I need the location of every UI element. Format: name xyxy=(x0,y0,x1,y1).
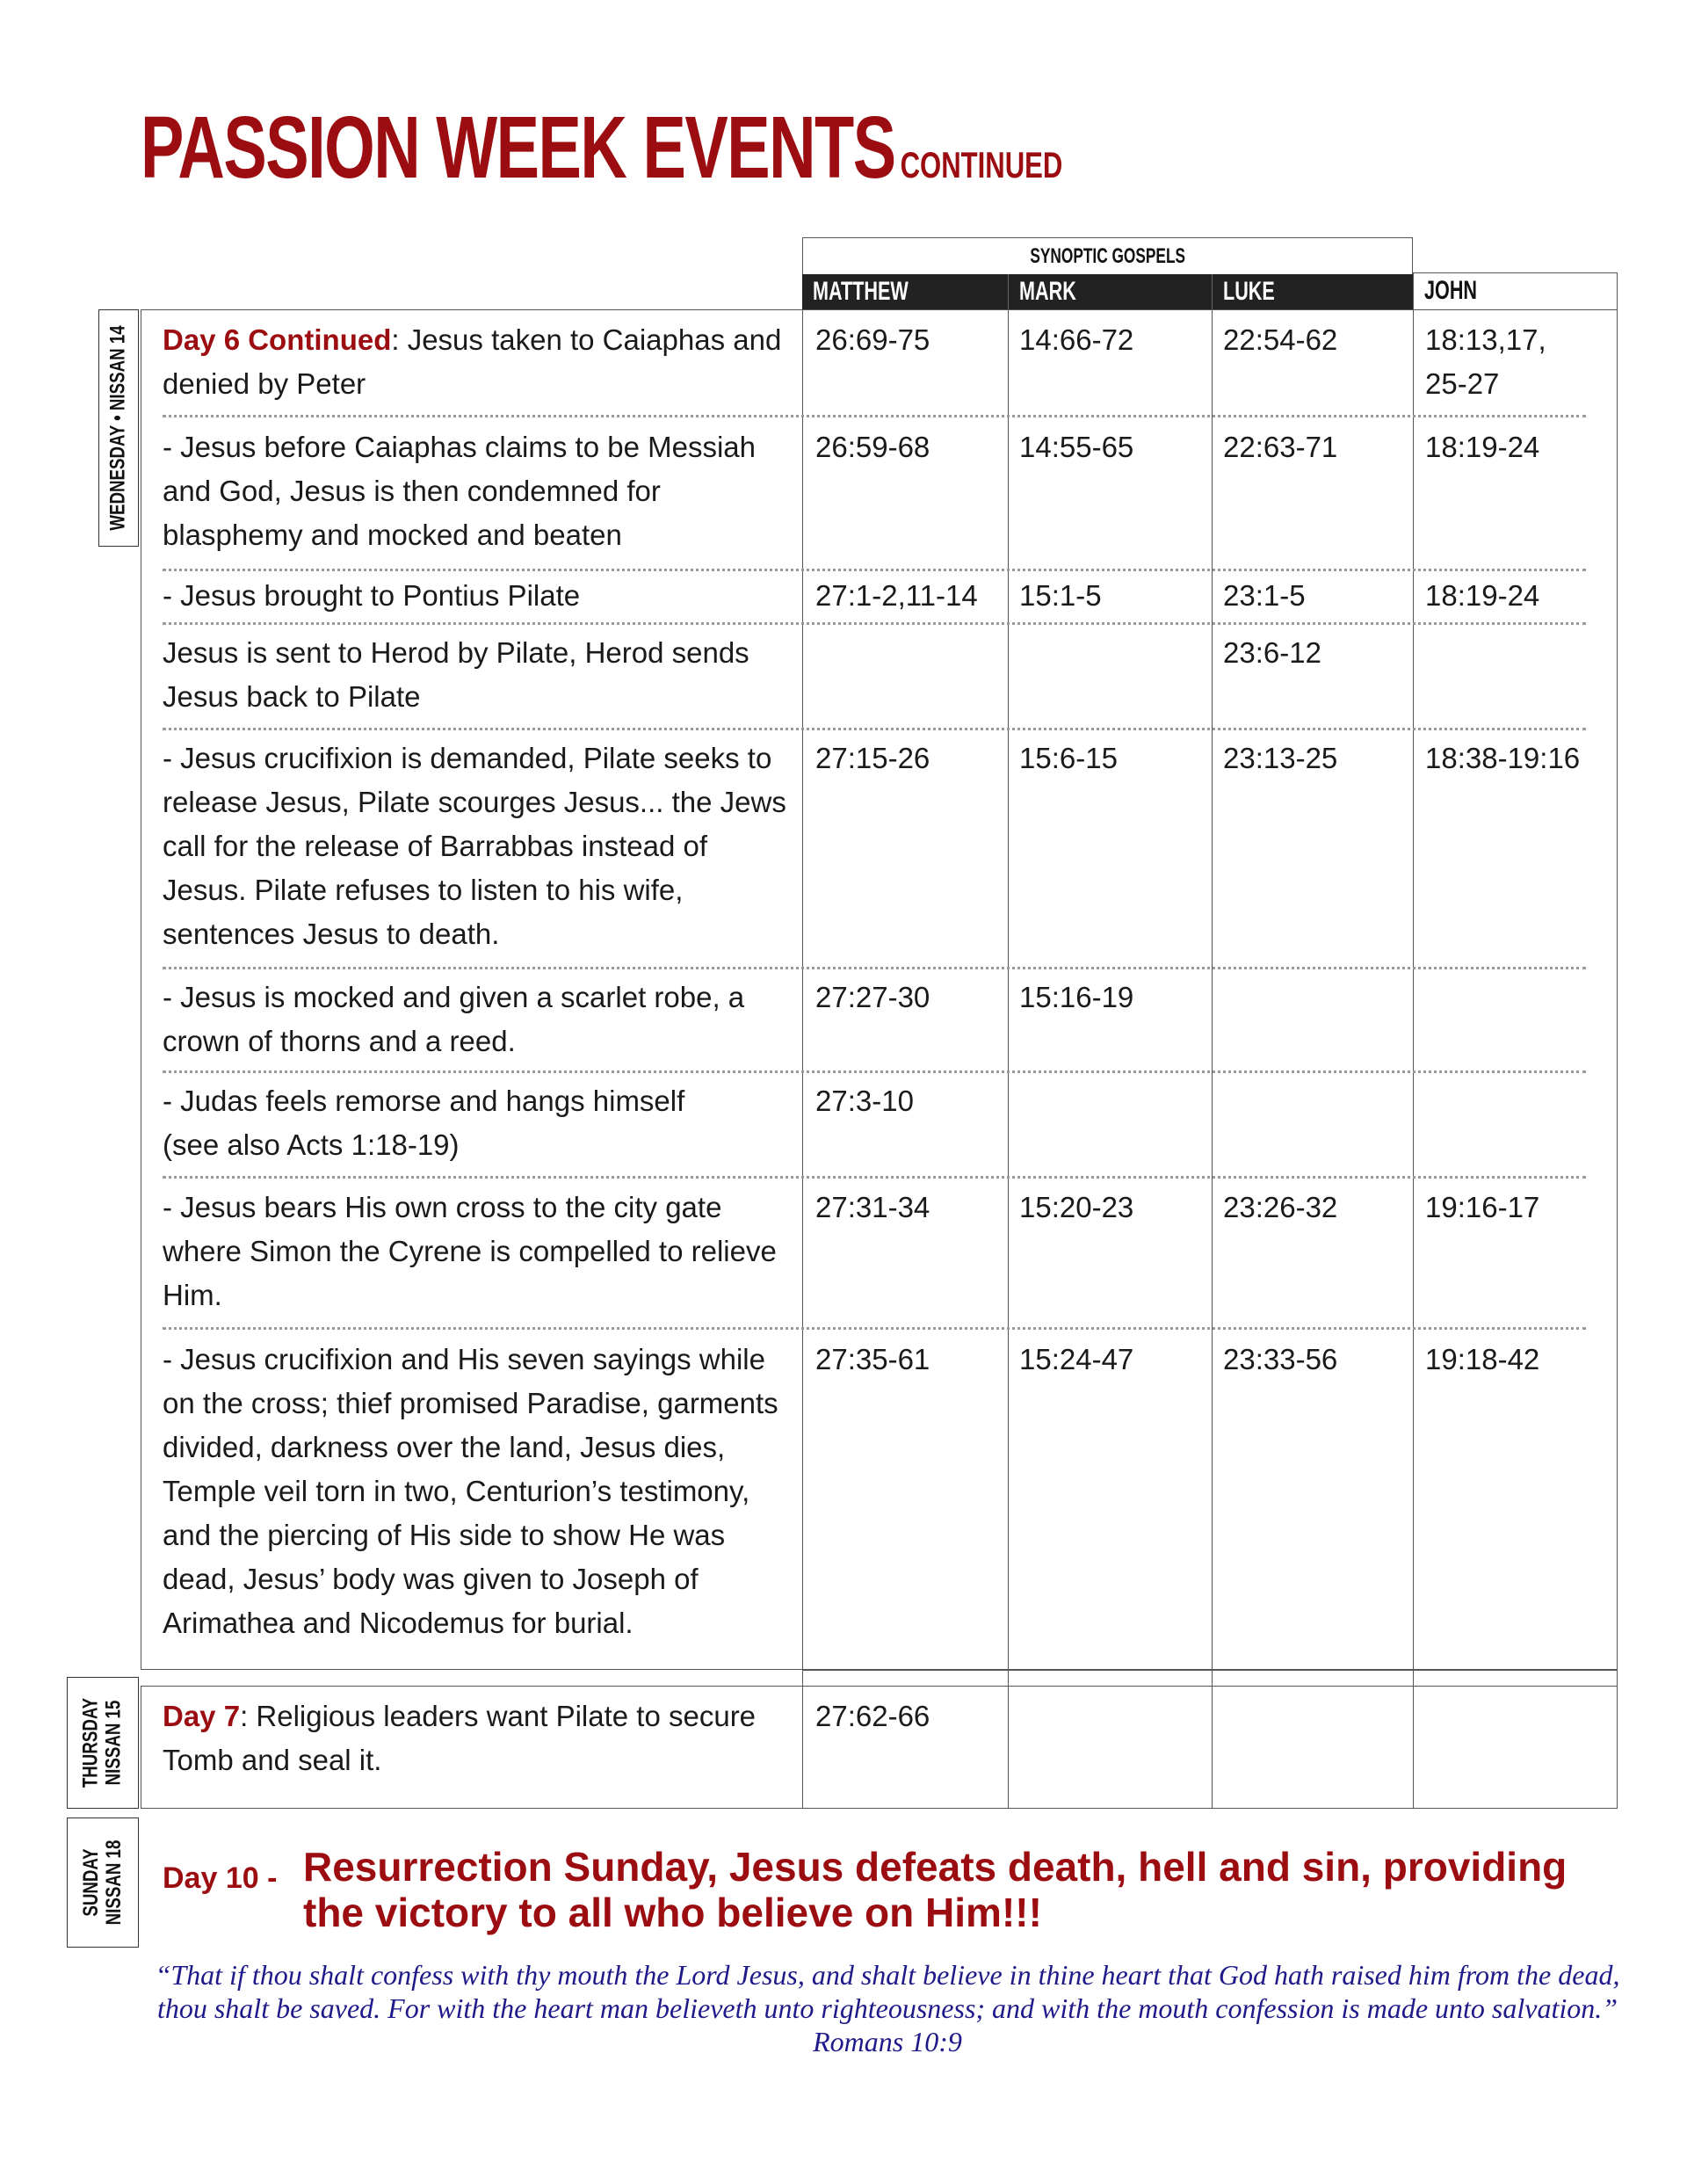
matthew-ref: 27:27-30 xyxy=(815,981,930,1013)
john-header: JOHN xyxy=(1413,272,1618,310)
mark-ref: 15:24-47 xyxy=(1019,1343,1134,1375)
event-row: - Jesus bears His own cross to the city gate where Simon the Cyrene is compelled to relieve Him. xyxy=(163,1191,777,1311)
title-sub: CONTINUED xyxy=(900,144,1063,185)
mark-ref: 15:1-5 xyxy=(1019,579,1102,612)
mark-ref: 14:66-72 xyxy=(1019,323,1134,356)
mark-ref: 15:6-15 xyxy=(1019,742,1118,774)
luke-ref: 23:33-56 xyxy=(1223,1343,1338,1375)
event-row: - Jesus crucifixion and His seven sayings while on the cross; thief promised Paradise, garments divided, darkness over the land, Jesus dies, Temple veil torn in two, Centurion’s testimony, and the piercing of His side to show He was dead, Jesus’ body was given to Joseph of Arimathea and Nicodemus for burial. xyxy=(163,1343,778,1639)
event-row: - Jesus before Caiaphas claims to be Messiah and God, Jesus is then condemned for blasphemy and mocked and beaten xyxy=(163,431,756,551)
matthew-ref: 27:1-2,11-14 xyxy=(815,579,978,612)
john-ref: 19:18-42 xyxy=(1425,1343,1540,1375)
john-ref: 18:19-24 xyxy=(1425,431,1540,463)
luke-ref: 23:1-5 xyxy=(1223,579,1306,612)
john-ref: 18:38-19:16 xyxy=(1425,742,1581,774)
matthew-ref: 26:59-68 xyxy=(815,431,930,463)
event-row: Jesus is sent to Herod by Pilate, Herod sends Jesus back to Pilate xyxy=(163,636,749,713)
event-row: - Jesus is mocked and given a scarlet robe, a crown of thorns and a reed. xyxy=(163,981,745,1057)
thursday-tab: THURSDAY NISSAN 15 xyxy=(67,1677,139,1809)
luke-ref: 23:13-25 xyxy=(1223,742,1338,774)
luke-ref: 23:26-32 xyxy=(1223,1191,1338,1223)
event-row: - Judas feels remorse and hangs himself (see also Acts 1:18-19) xyxy=(163,1085,685,1161)
luke-ref: 22:54-62 xyxy=(1223,323,1338,356)
verse-text: “That if thou shalt confess with thy mouth the Lord Jesus, and shalt believe in thine heart that God hath raised him from the dead, thou shalt be saved. For with the heart man believeth unto righteousness; and with the mouth confession is made unto salvation.” xyxy=(155,1959,1620,2024)
scripture-quote xyxy=(149,1958,1625,2058)
matthew-header: MATTHEW xyxy=(802,274,1008,309)
synoptic-gospels-header: SYNOPTIC GOSPELS xyxy=(802,237,1413,274)
mark-ref: 15:16-19 xyxy=(1019,981,1134,1013)
matthew-ref: 27:3-10 xyxy=(815,1085,914,1117)
sunday-tab: SUNDAY NISSAN 18 xyxy=(67,1818,139,1948)
matthew-ref: 27:15-26 xyxy=(815,742,930,774)
event-row: Day 6 Continued: Jesus taken to Caiaphas and denied by Peter xyxy=(163,323,782,400)
mark-header: MARK xyxy=(1008,274,1212,309)
luke-ref: 23:6-12 xyxy=(1223,636,1321,669)
event-row: - Jesus brought to Pontius Pilate xyxy=(163,579,581,612)
mark-ref: 14:55-65 xyxy=(1019,431,1134,463)
matthew-ref: 27:35-61 xyxy=(815,1343,930,1375)
verse-reference: Romans 10:9 xyxy=(813,2026,962,2057)
luke-ref: 22:63-71 xyxy=(1223,431,1338,463)
day10-statement: Resurrection Sunday, Jesus defeats death, hell and sin, providing the victory to all who believe on Him!!! xyxy=(303,1844,1568,1935)
day-label: Day 7 xyxy=(163,1700,241,1732)
matthew-ref: 27:31-34 xyxy=(815,1191,930,1223)
luke-header: LUKE xyxy=(1212,274,1413,309)
title-main: PASSION WEEK EVENTS xyxy=(141,98,895,197)
matthew-ref: 26:69-75 xyxy=(815,323,930,356)
day10-label: Day 10 - xyxy=(163,1861,278,1895)
john-ref: 18:19-24 xyxy=(1425,579,1540,612)
event-row-day7: Day 7: Religious leaders want Pilate to secure Tomb and seal it. xyxy=(163,1700,757,1776)
matthew-ref: 27:62-66 xyxy=(815,1700,930,1732)
page-title xyxy=(141,98,1063,197)
wednesday-tab: WEDNESDAY • NISSAN 14 xyxy=(98,309,139,547)
event-row: - Jesus crucifixion is demanded, Pilate seeks to release Jesus, Pilate scourges Jesus... the Jews call for the release of Barrabbas instead of Jesus. Pilate refuses to listen to his wife, sentences Jesus to death. xyxy=(163,742,786,950)
john-ref: 18:13,17, 25-27 xyxy=(1425,323,1546,400)
john-ref: 19:16-17 xyxy=(1425,1191,1540,1223)
day-label: Day 6 Continued xyxy=(163,323,392,356)
mark-ref: 15:20-23 xyxy=(1019,1191,1134,1223)
